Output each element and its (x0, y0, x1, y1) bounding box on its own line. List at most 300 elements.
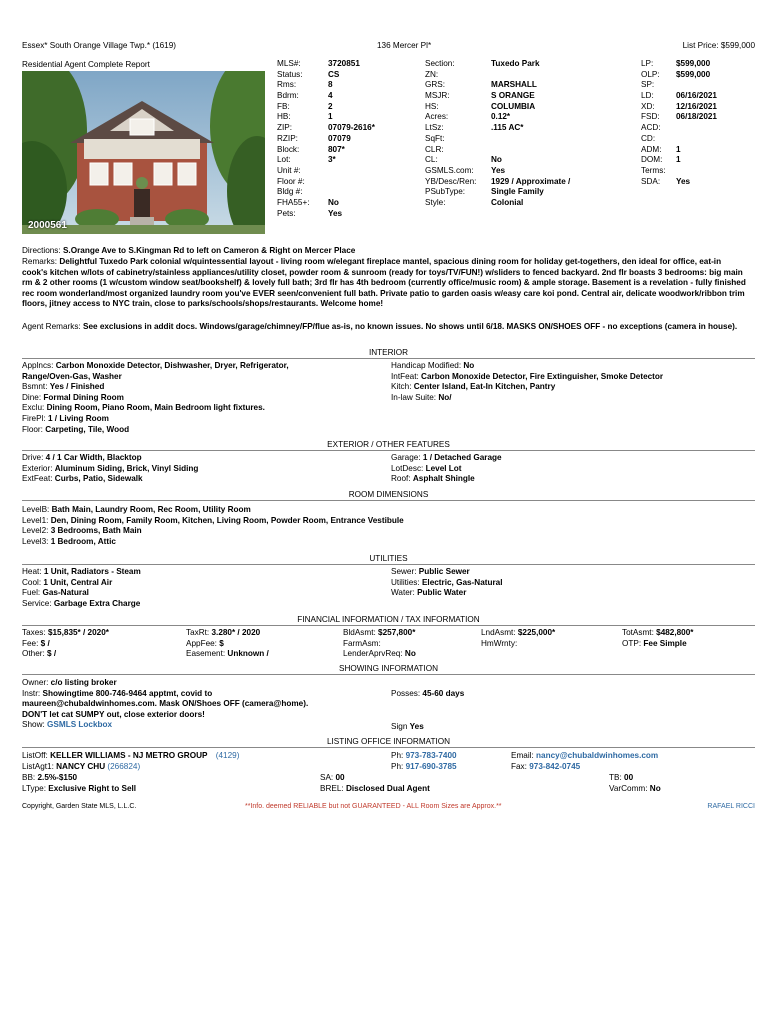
lndasmt-value: $225,000* (517, 628, 556, 637)
field-label: DOM: (641, 155, 663, 165)
tb-value: 00 (624, 773, 634, 782)
field-label: GSMLS.com: (425, 165, 474, 175)
section-exterior: EXTERIOR / OTHER FEATURES (22, 440, 755, 451)
easement-label: Easement: (186, 649, 226, 659)
field-row (425, 123, 570, 134)
interior-line (22, 382, 382, 393)
room-level-label: Level2: (22, 526, 49, 536)
interior-line (22, 414, 382, 425)
other-label: Other: (22, 649, 45, 659)
field-row (641, 123, 717, 134)
room-level-line (22, 537, 752, 548)
interior-line (391, 361, 751, 372)
exterior-label: LotDesc: (391, 463, 424, 473)
field-row (277, 102, 375, 113)
field-value: MARSHALL (491, 80, 537, 90)
totasmt-value: $482,800* (656, 628, 694, 637)
exterior-label: ExtFeat: (22, 474, 53, 484)
instr-label: Instr: (22, 688, 41, 698)
field-label: Unit #: (277, 165, 301, 175)
field-row (277, 91, 375, 102)
field-label: Floor #: (277, 176, 305, 186)
lender-value: No (404, 649, 416, 659)
bb-label: BB: (22, 773, 36, 782)
brel-label: BREL: (320, 783, 344, 793)
field-value: COLUMBIA (491, 101, 536, 111)
field-row (277, 134, 375, 145)
agent-remarks-label: Agent Remarks: (22, 322, 81, 331)
field-value: 2 (328, 101, 333, 111)
field-label: CL: (425, 155, 438, 165)
utility-label: Cool: (22, 577, 42, 587)
field-label: ACD: (641, 123, 661, 133)
field-row (277, 112, 375, 123)
disclaimer: **Info. deemed RELIABLE but not GUARANTEED - ALL Room Sizes are Approx.** (245, 803, 502, 810)
exterior-left (22, 453, 382, 485)
field-label: PSubType: (425, 187, 466, 197)
show-label: Show: (22, 720, 45, 730)
utility-value: Garbage Extra Charge (53, 598, 141, 608)
utilities-right (391, 567, 751, 599)
field-value: 07079-2616* (328, 123, 375, 133)
show-value-link[interactable]: GSMLS Lockbox (47, 720, 113, 730)
listing-bb (22, 773, 136, 794)
field-row (425, 70, 570, 81)
field-label: CD: (641, 133, 656, 143)
field-label: OLP: (641, 69, 660, 79)
field-label: Bldg #: (277, 187, 303, 197)
field-value: 1 (676, 155, 681, 165)
field-value: 12/16/2021 (676, 101, 717, 111)
field-row (641, 155, 717, 166)
fin-col5 (622, 628, 693, 649)
field-label: LtSz: (425, 123, 444, 133)
otp-value: Fee Simple (643, 638, 687, 648)
field-label: Terms: (641, 165, 666, 175)
field-value: 8 (328, 80, 333, 90)
field-label: LD: (641, 91, 654, 101)
remarks (22, 257, 747, 310)
interior-value: Range/Oven-Gas, Washer (22, 371, 122, 381)
interior-line (391, 372, 751, 383)
interior-right (391, 361, 751, 403)
phone1-label: Ph: (391, 751, 404, 760)
utility-line (391, 567, 751, 578)
bb-value: 2.5%-$150 (37, 773, 78, 782)
interior-label: Handicap Modified: (391, 361, 462, 370)
showing-posses (391, 689, 464, 700)
field-label: ZIP: (277, 123, 293, 133)
field-row (641, 166, 717, 177)
field-label: RZIP: (277, 133, 298, 143)
interior-value: Formal Dining Room (43, 392, 124, 402)
utility-line (22, 599, 382, 610)
room-level-value: 1 Bedroom, Attic (50, 536, 116, 546)
exterior-line (22, 453, 382, 464)
exterior-value: Curbs, Patio, Sidewalk (54, 474, 143, 484)
interior-line (391, 393, 751, 404)
listing-tb (609, 773, 661, 794)
field-value: $599,000 (676, 59, 711, 68)
field-row (277, 166, 375, 177)
listing-sa (320, 773, 430, 794)
field-value: $599,000 (676, 69, 711, 79)
field-value: No (328, 197, 339, 207)
field-value: CS (328, 69, 340, 79)
owner-label: Owner: (22, 678, 49, 687)
field-label: HB: (277, 112, 291, 122)
listagt-id-link[interactable]: (266824) (107, 761, 141, 771)
listoff-label: ListOff: (22, 751, 48, 760)
field-label: MSJR: (425, 91, 450, 101)
field-label: FSD: (641, 112, 660, 122)
interior-value: Carbon Monoxide Detector, Dishwasher, Dryer, Refrigerator, (55, 361, 289, 370)
field-row (277, 177, 375, 188)
report-footer (22, 802, 755, 813)
field-value: No (491, 155, 502, 165)
interior-label: Kitch: (391, 382, 412, 392)
showing-sign (391, 722, 424, 733)
utility-line (22, 567, 382, 578)
fax-link[interactable]: 973-842-0745 (529, 761, 581, 771)
remarks-text: Delightful Tuxedo Park colonial w/quintessential layout - living room w/elegant fireplace mantel, spacious dining room for holiday get-togethers, den ideal for office, eat-in cook's kitchen w/lots of cabinetry/stainless appliances/utility closet, powder room & sunroom (ready for toys/TV/FUN!) w/sliders to fenced backyard. 2nd flr boasts 3 bedrooms: big main rm & 2 other rooms (1 w/custom window seat/bookshelf) & lovely full bath; 3rd flr has 4th bedroom (currently office/music room) & ample storage. Basement is a revelation - fully finished rec room wonderland/most organized laundry room you've EVER seen/convenient full bath. Private patio to garden oasis w/easy care koi pond. Central air, delicate woodwork/ribbon trim floors, jitney access to NYC train, close to parks/schools/shops/restaurants. Welcome home! (22, 257, 746, 309)
section-financial: FINANCIAL INFORMATION / TAX INFORMATION (22, 615, 755, 626)
agent-remarks-text: See exclusions in addit docs. Windows/garage/chimney/FP/flue as-is, no known issues. No shows until 6/18. MASKS ON/SHOES OFF - no exceptions (camera in house). (82, 322, 738, 331)
report-title: Residential Agent Complete Report (22, 60, 150, 69)
listagt-value: NANCY CHU (56, 761, 106, 771)
instr-line-1: Showingtime 800-746-9464 apptmt, covid to (42, 688, 213, 698)
taxes-value: $15,835* / 2020* (47, 628, 109, 637)
room-level-line (22, 516, 752, 527)
field-row (425, 177, 570, 188)
utility-value: Public Water (417, 588, 467, 598)
field-row (425, 59, 570, 70)
utility-label: Heat: (22, 567, 42, 576)
field-row (277, 80, 375, 91)
field-row (641, 80, 717, 91)
fin-col2 (186, 628, 269, 660)
field-label: ZN: (425, 69, 439, 79)
exterior-right (391, 453, 751, 485)
field-label: MLS#: (277, 59, 301, 68)
agent-remarks (22, 322, 747, 333)
instr-line-2: maureen@chubaldwinhomes.com. Mask ON/Shoes OFF (camera@home). (22, 699, 309, 709)
field-label: Block: (277, 144, 300, 154)
interior-line (391, 382, 751, 393)
utilities-left (22, 567, 382, 609)
interior-label: Exclu: (22, 403, 45, 413)
directions-label: Directions: (22, 246, 61, 255)
utility-value: Electric, Gas-Natural (421, 577, 503, 587)
interior-line (22, 425, 382, 436)
section-interior: INTERIOR (22, 348, 755, 359)
field-row (277, 59, 375, 70)
field-value: 06/18/2021 (676, 112, 717, 122)
field-value: Yes (676, 176, 691, 186)
section-listing: LISTING OFFICE INFORMATION (22, 737, 755, 748)
utility-line (22, 578, 382, 589)
interior-value: No/ (438, 392, 452, 402)
exterior-label: Garage: (391, 453, 421, 462)
farmasm-label: FarmAsm: (343, 638, 381, 648)
fee-label: Fee: (22, 638, 39, 648)
field-row (425, 155, 570, 166)
property-photo (22, 71, 265, 234)
interior-label: Bsmnt: (22, 382, 48, 392)
showing-left (22, 678, 308, 731)
field-row (641, 70, 717, 81)
field-row (277, 145, 375, 156)
directions-text: S.Orange Ave to S.Kingman Rd to left on Cameron & Right on Mercer Place (62, 246, 356, 255)
field-row (641, 102, 717, 113)
section-rooms: ROOM DIMENSIONS (22, 490, 755, 501)
appfee-value: $ (219, 638, 224, 648)
instr-line-3: DON'T let cat SUMPY out, close exterior doors! (22, 709, 205, 719)
easement-value: Unknown / (227, 649, 269, 659)
field-value: 1929 / Approximate / (491, 176, 571, 186)
property-address: 136 Mercer Pl* (377, 41, 432, 50)
sign-label: Sign (391, 722, 408, 731)
interior-line (22, 372, 382, 383)
interior-label: In-law Suite: (391, 392, 437, 402)
field-label: Pets: (277, 208, 296, 218)
lndasmt-label: LndAsmt: (481, 628, 516, 637)
field-value: 807* (328, 144, 345, 154)
listoff-id-link[interactable]: (4129) (215, 751, 240, 760)
listing-fields-col1 (277, 59, 375, 219)
exterior-line (391, 474, 751, 485)
field-label: SqFt: (425, 133, 445, 143)
field-row (641, 112, 717, 123)
room-levels (22, 505, 752, 547)
field-label: LP: (641, 59, 654, 68)
bldasmt-value: $257,800* (378, 628, 416, 637)
sa-label: SA: (320, 773, 334, 782)
utility-line (22, 588, 382, 599)
listing-fields-col2 (425, 59, 570, 209)
interior-value: Carpeting, Tile, Wood (45, 424, 130, 434)
interior-label: Floor: (22, 424, 43, 434)
interior-line (22, 393, 382, 404)
interior-line (22, 361, 382, 372)
field-row (641, 145, 717, 156)
room-level-value: Bath Main, Laundry Room, Rec Room, Utility Room (51, 505, 251, 514)
fin-col4 (481, 628, 555, 649)
taxes-label: Taxes: (22, 628, 46, 637)
utility-label: Fuel: (22, 588, 41, 598)
listing-phones (391, 751, 457, 772)
utility-label: Utilities: (391, 577, 420, 587)
field-row (425, 80, 570, 91)
field-row (277, 198, 375, 209)
phone2-link[interactable]: 917-690-3785 (405, 761, 457, 771)
field-row (641, 177, 717, 188)
field-value: .115 AC* (491, 123, 524, 133)
field-label: XD: (641, 101, 655, 111)
listing-contact (511, 751, 658, 772)
interior-value: Carbon Monoxide Detector, Fire Extinguisher, Smoke Detector (421, 371, 664, 381)
field-row (277, 123, 375, 134)
field-value: Yes (491, 165, 506, 175)
field-label: ADM: (641, 144, 662, 154)
field-row (277, 209, 375, 220)
photo-watermark: 2000561 (28, 220, 67, 232)
ltype-label: LType: (22, 783, 46, 793)
interior-value: No (463, 361, 475, 370)
field-label: Bdrm: (277, 91, 299, 101)
email-link[interactable]: nancy@chubaldwinhomes.com (536, 751, 659, 760)
varcomm-value: No (649, 783, 661, 793)
exterior-value: 4 / 1 Car Width, Blacktop (45, 453, 142, 462)
listing-left (22, 751, 239, 772)
report-header (22, 41, 755, 53)
field-value: 3* (328, 155, 336, 165)
utility-line (391, 578, 751, 589)
field-label: FHA55+: (277, 197, 310, 207)
owner-value: c/o listing broker (50, 678, 117, 687)
phone2-label: Ph: (391, 761, 404, 771)
tb-label: TB: (609, 773, 622, 782)
field-row (641, 91, 717, 102)
posses-label: Posses: (391, 689, 421, 698)
field-row (425, 145, 570, 156)
utility-value: 1 Unit, Central Air (43, 577, 113, 587)
field-row (425, 112, 570, 123)
exterior-value: 1 / Detached Garage (422, 453, 502, 462)
utility-label: Service: (22, 598, 52, 608)
field-value: Single Family (491, 187, 544, 197)
ltype-value: Exclusive Right to Sell (48, 783, 137, 793)
field-row (425, 134, 570, 145)
interior-line (22, 403, 382, 414)
room-level-label: Level1: (22, 515, 49, 525)
field-value: S ORANGE (491, 91, 535, 101)
field-label: YB/Desc/Ren: (425, 176, 477, 186)
interior-label: IntFeat: (391, 371, 419, 381)
totasmt-label: TotAsmt: (622, 628, 654, 637)
exterior-line (391, 453, 751, 464)
interior-value: 1 / Living Room (47, 413, 109, 423)
field-value: 1 (328, 112, 333, 122)
section-showing: SHOWING INFORMATION (22, 664, 755, 675)
field-row (277, 70, 375, 81)
remarks-label: Remarks: (22, 257, 58, 266)
field-label: FB: (277, 101, 290, 111)
field-value: 06/16/2021 (676, 91, 717, 101)
room-level-line (22, 526, 752, 537)
field-value: 3720851 (328, 59, 360, 68)
field-value: 4 (328, 91, 333, 101)
interior-label: Applncs: (22, 361, 54, 370)
field-value: 1 (676, 144, 681, 154)
fin-col1 (22, 628, 109, 660)
field-row (425, 102, 570, 113)
fee-value: $ / (40, 638, 50, 648)
room-level-label: LevelB: (22, 505, 50, 514)
hmwrnty-label: HmWrnty: (481, 638, 518, 648)
field-label: Status: (277, 69, 303, 79)
interior-label: Dine: (22, 392, 42, 402)
sign-value: Yes (409, 722, 424, 731)
room-level-value: 3 Bedrooms, Bath Main (50, 526, 142, 536)
agent-name: RAFAEL RICCI (707, 803, 755, 810)
fin-col3 (343, 628, 416, 660)
interior-value: Center Island, Eat-In Kitchen, Pantry (413, 382, 556, 392)
listagt-label: ListAgt1: (22, 761, 54, 771)
exterior-line (22, 474, 382, 485)
interior-label: FirePl: (22, 413, 46, 423)
listing-fields-col3 (641, 59, 717, 187)
exterior-value: Asphalt Shingle (412, 474, 475, 484)
appfee-label: AppFee: (186, 638, 217, 648)
field-row (425, 166, 570, 177)
email-label: Email: (511, 751, 534, 760)
exterior-label: Roof: (391, 474, 411, 484)
otp-label: OTP: (622, 638, 642, 648)
room-level-label: Level3: (22, 536, 49, 546)
interior-value: Dining Room, Piano Room, Main Bedroom light fixtures. (46, 403, 265, 413)
utility-value: 1 Unit, Radiators - Steam (43, 567, 141, 576)
field-label: HS: (425, 101, 439, 111)
exterior-label: Exterior: (22, 463, 53, 473)
house-photo-illustration (22, 71, 265, 234)
field-row (425, 91, 570, 102)
list-price: List Price: $599,000 (682, 41, 755, 50)
other-value: $ / (47, 649, 57, 659)
field-row (277, 187, 375, 198)
lender-label: LenderAprvReq: (343, 649, 403, 659)
field-row (425, 198, 570, 209)
field-label: Style: (425, 197, 446, 207)
area-label: Essex* South Orange Village Twp.* (1619) (22, 41, 176, 50)
bldasmt-label: BldAsmt: (343, 628, 376, 637)
utility-value: Gas-Natural (42, 588, 89, 598)
room-level-value: Den, Dining Room, Family Room, Kitchen, Living Room, Powder Room, Entrance Vestibule (50, 515, 404, 525)
field-label: Lot: (277, 155, 291, 165)
field-label: Rms: (277, 80, 297, 90)
field-value: 0.12* (491, 112, 511, 122)
field-row (425, 187, 570, 198)
field-label: GRS: (425, 80, 446, 90)
posses-value: 45-60 days (422, 689, 465, 698)
field-value: 07079 (328, 133, 351, 143)
exterior-label: Drive: (22, 453, 44, 462)
utility-label: Sewer: (391, 567, 417, 576)
fax-label: Fax: (511, 761, 527, 771)
phone1-link[interactable]: 973-783-7400 (405, 751, 457, 760)
listoff-value: KELLER WILLIAMS - NJ METRO GROUP (50, 751, 208, 760)
utility-line (391, 588, 751, 599)
varcomm-label: VarComm: (609, 783, 648, 793)
copyright: Copyright, Garden State MLS, L.L.C. (22, 803, 137, 810)
utility-label: Water: (391, 588, 415, 598)
field-label: SDA: (641, 176, 661, 186)
section-utilities: UTILITIES (22, 554, 755, 565)
field-label: CLR: (425, 144, 444, 154)
field-value: Tuxedo Park (491, 59, 540, 68)
field-value: Yes (328, 208, 343, 218)
taxrt-label: TaxRt: (186, 628, 210, 637)
exterior-line (391, 464, 751, 475)
field-row (641, 59, 717, 70)
exterior-value: Level Lot (425, 463, 462, 473)
directions (22, 246, 747, 257)
field-label: SP: (641, 80, 655, 90)
utility-value: Public Sewer (418, 567, 470, 576)
room-level-line (22, 505, 752, 516)
field-row (641, 134, 717, 145)
field-label: Acres: (425, 112, 449, 122)
